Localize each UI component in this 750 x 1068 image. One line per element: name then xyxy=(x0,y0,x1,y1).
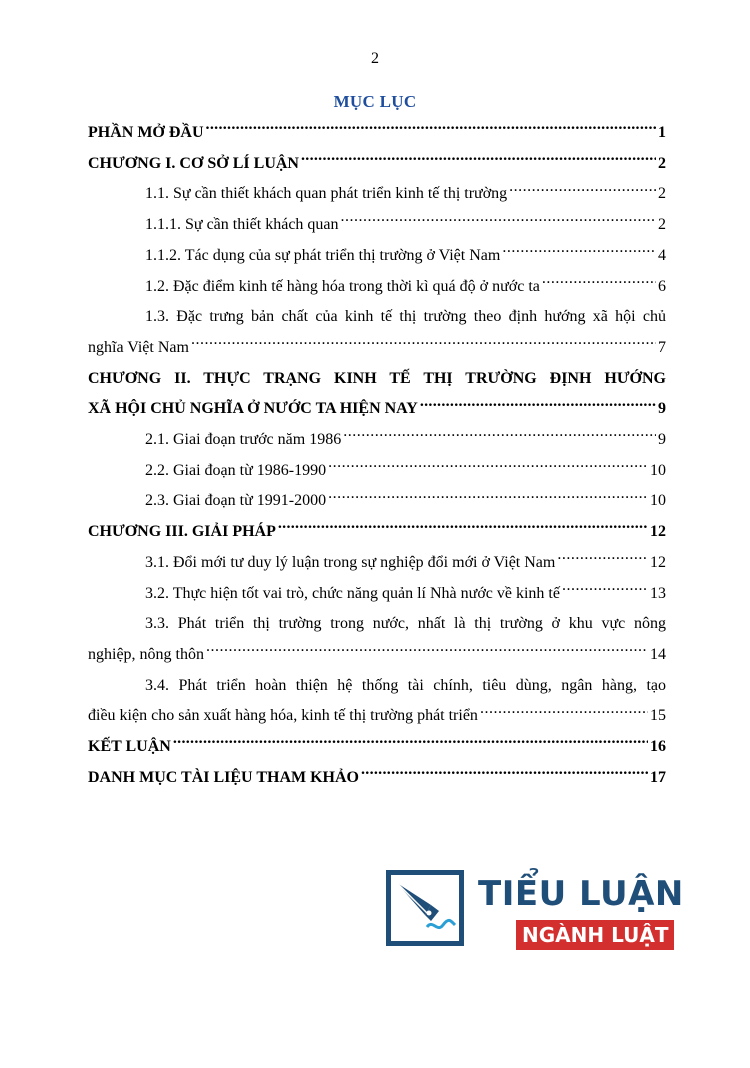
logo-box xyxy=(386,870,464,946)
dot-leader xyxy=(562,582,648,598)
toc-entry-text: 3.2. Thực hiện tốt vai trò, chức năng quản lí Nhà nước về kinh tế xyxy=(145,584,560,602)
toc-entry-text: CHƯƠNG I. CƠ SỞ LÍ LUẬN xyxy=(88,154,299,172)
toc-entry[interactable] xyxy=(88,486,666,517)
toc-entry-text: 1.1.2. Tác dụng của sự phát triển thị trường ở Việt Nam xyxy=(145,246,501,264)
dot-leader xyxy=(341,213,656,229)
toc-entry[interactable] xyxy=(88,732,666,763)
toc-entry-text: DANH MỤC TÀI LIỆU THAM KHẢO xyxy=(88,768,359,786)
toc-entry-page: 2 xyxy=(658,185,666,203)
toc-entry[interactable] xyxy=(88,210,666,241)
dot-leader xyxy=(173,735,648,751)
toc-entry-page: 10 xyxy=(650,461,666,479)
toc-entry-text: 1.3. Đặc trưng bản chất của kinh tế thị trường theo định hướng xã hội chủ xyxy=(145,308,666,326)
logo-subtitle: NGÀNH LUẬT xyxy=(516,920,674,950)
toc-entry-text: 1.1. Sự cần thiết khách quan phát triển kinh tế thị trường xyxy=(145,185,508,203)
toc-entry[interactable] xyxy=(88,763,666,794)
toc-entry[interactable] xyxy=(88,179,666,210)
toc-entry-page: 9 xyxy=(658,431,666,449)
toc-title: MỤC LỤC xyxy=(333,92,417,111)
toc-entry-page: 16 xyxy=(650,738,666,756)
dot-leader xyxy=(557,551,648,567)
toc-entry[interactable] xyxy=(88,671,666,732)
toc-entry[interactable] xyxy=(88,579,666,610)
logo xyxy=(386,870,684,956)
toc-entry-page: 10 xyxy=(650,492,666,510)
toc-entry-text: 3.3. Phát triển thị trường trong nước, nhất là thị trường ở khu vực nông xyxy=(145,615,666,633)
toc-entry-text: KẾT LUẬN xyxy=(88,738,171,756)
toc-entry[interactable] xyxy=(88,517,666,548)
dot-leader xyxy=(328,489,648,505)
dot-leader xyxy=(361,766,648,782)
pen-nib-icon xyxy=(391,875,459,941)
toc-entry-page: 14 xyxy=(650,645,666,663)
logo-title: TIỂU LUẬN xyxy=(478,874,684,914)
toc-entry-text: 2.2. Giai đoạn từ 1986-1990 xyxy=(145,461,327,479)
toc-entry[interactable] xyxy=(88,241,666,272)
dot-leader xyxy=(542,275,656,291)
toc-entry[interactable] xyxy=(88,149,666,180)
toc-entry-text: 2.3. Giai đoạn từ 1991-2000 xyxy=(145,492,327,510)
toc-entry-text: CHƯƠNG III. GIẢI PHÁP xyxy=(88,523,276,541)
toc-entry-page: 7 xyxy=(658,338,666,356)
dot-leader xyxy=(278,520,648,536)
toc-entry-text: nghĩa Việt Nam xyxy=(88,338,189,356)
toc-entry-page: 2 xyxy=(658,216,666,234)
toc-entry-page: 12 xyxy=(650,553,666,571)
toc-entry-text: CHƯƠNG II. THỰC TRẠNG KINH TẾ THỊ TRƯỜNG ĐỊNH HƯỚNG xyxy=(88,369,666,387)
toc-entry[interactable] xyxy=(88,548,666,579)
dot-leader xyxy=(343,428,656,444)
dot-leader xyxy=(502,244,656,260)
dot-leader xyxy=(480,704,648,720)
toc-entry-page: 12 xyxy=(650,523,666,541)
toc-entry[interactable] xyxy=(88,456,666,487)
toc-entry-text: 1.1.1. Sự cần thiết khách quan xyxy=(145,216,339,234)
toc-entry-page: 9 xyxy=(658,400,666,418)
toc-entry-page: 4 xyxy=(658,246,666,264)
toc-entry-text: XÃ HỘI CHỦ NGHĨA Ở NƯỚC TA HIỆN NAY xyxy=(88,400,418,418)
dot-leader xyxy=(420,397,656,413)
toc-entry-page: 15 xyxy=(650,707,666,725)
toc-entry-page: 17 xyxy=(650,768,666,786)
toc-entry-text: 1.2. Đặc điểm kinh tế hàng hóa trong thời kì quá độ ở nước ta xyxy=(145,277,540,295)
toc-entry[interactable] xyxy=(88,302,666,363)
dot-leader xyxy=(509,182,656,198)
toc-entry-page: 1 xyxy=(658,124,666,141)
toc-entry-page: 6 xyxy=(658,277,666,295)
dot-leader xyxy=(328,459,648,475)
toc-entry[interactable] xyxy=(88,425,666,456)
toc-entry-page: 2 xyxy=(658,154,666,172)
page-number: 2 xyxy=(371,50,379,67)
toc-entry-page: 13 xyxy=(650,584,666,602)
dot-leader xyxy=(191,336,656,352)
dot-leader xyxy=(206,121,656,137)
dot-leader xyxy=(206,643,648,659)
toc-entry-text: nghiệp, nông thôn xyxy=(88,645,204,663)
dot-leader xyxy=(301,152,656,168)
toc-entry-text: điều kiện cho sản xuất hàng hóa, kinh tế thị trường phát triển xyxy=(88,707,478,725)
toc-entry[interactable] xyxy=(88,364,666,425)
table-of-contents xyxy=(88,118,666,793)
toc-entry[interactable] xyxy=(88,118,666,149)
toc-entry-text: 2.1. Giai đoạn trước năm 1986 xyxy=(145,431,342,449)
toc-entry-text: PHẦN MỞ ĐẦU xyxy=(88,124,204,141)
toc-entry-text: 3.4. Phát triển hoàn thiện hệ thống tài chính, tiêu dùng, ngân hàng, tạo xyxy=(145,676,666,694)
toc-entry[interactable] xyxy=(88,609,666,670)
toc-entry-text: 3.1. Đổi mới tư duy lý luận trong sự nghiệp đổi mới ở Việt Nam xyxy=(145,553,556,571)
toc-entry[interactable] xyxy=(88,272,666,303)
